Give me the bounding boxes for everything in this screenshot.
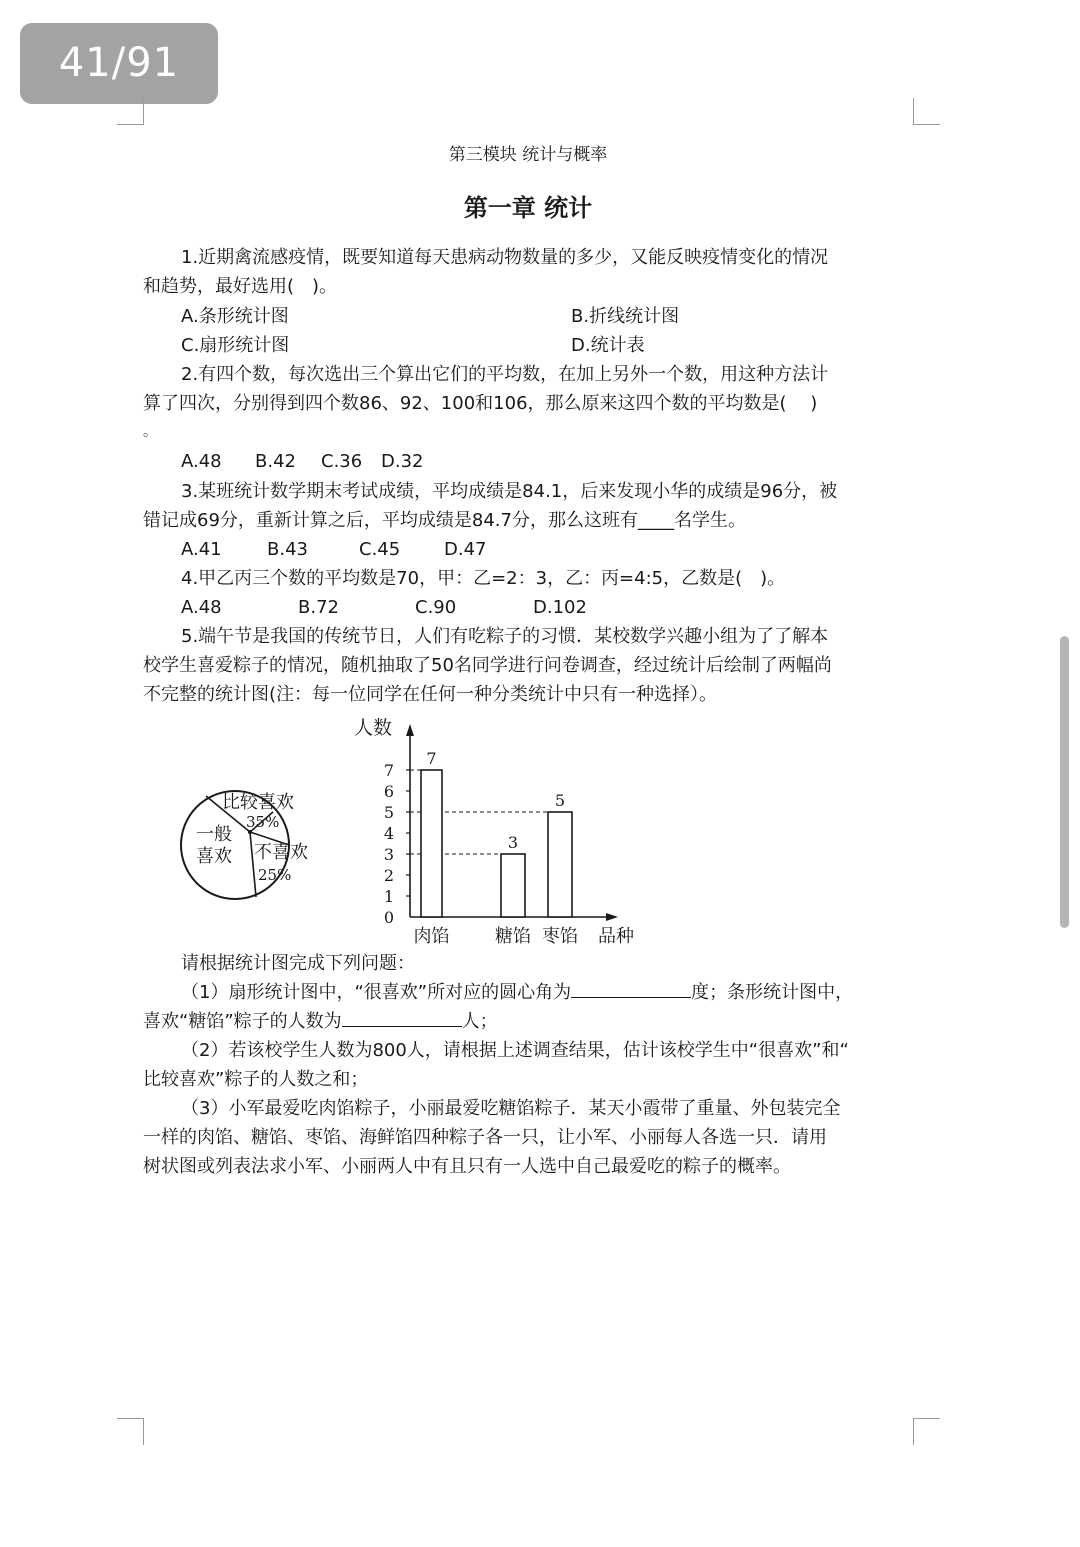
q5-prompt: 请根据统计图完成下列问题： [181,953,415,974]
q5-part2-line2: 比较喜欢”粽子的人数之和； [143,1069,369,1090]
x-category-label: 糖馅 [495,926,531,947]
q4-option-a: A.48 [181,597,222,618]
bar-data-label: 7 [426,749,437,768]
q2-option-a: A.48 [181,451,222,472]
q2-line1: 2.有四个数，每次选出三个算出它们的平均数，在加上另外一个数，用这种方法计 [181,364,829,385]
x-axis-arrow [606,913,618,921]
q5-part3-line3: 树状图或列表法求小军、小丽两人中有且只有一人选中自己最爱吃的粽子的概率。 [143,1156,791,1177]
pie-label-yiban-1: 一般 [196,824,232,845]
bar-1 [421,770,442,917]
q5-part1-text-a: （1）扇形统计图中，“很喜欢”所对应的圆心角为 [181,982,572,1003]
y-tick-label: 2 [383,866,394,885]
y-tick-label: 3 [383,845,394,864]
pie-value-buxihuan: 25% [258,866,292,884]
q4-option-b: B.72 [298,597,339,618]
q4-option-d: D.102 [533,597,587,618]
module-title: 第三模块 统计与概率 [448,145,608,165]
bar-data-label: 3 [507,833,519,852]
q2-option-d: D.32 [381,451,424,472]
pie-label-bijiao: 比较喜欢 [222,792,294,813]
crop-mark-top-left [117,98,144,125]
answer-blank-count[interactable] [342,1008,462,1027]
page-counter: 41/91 [20,23,218,104]
q1-option-d: D.统计表 [571,335,645,356]
q1-line1: 1.近期禽流感疫情，既要知道每天患病动物数量的多少，又能反映疫情变化的情况 [181,247,829,268]
bar-3 [548,812,572,917]
bar-data-label: 5 [554,791,566,810]
y-axis-arrow [406,724,414,736]
q4-option-c: C.90 [415,597,457,618]
chapter-title: 第一章 统计 [463,194,593,222]
y-tick-label: 7 [383,761,394,780]
q1-option-b: B.折线统计图 [571,306,680,327]
q1-option-a: A.条形统计图 [181,306,289,327]
q2-line3: 。 [143,424,157,440]
q2-option-b: B.42 [255,451,296,472]
pie-label-yiban-2: 喜欢 [196,846,232,867]
vertical-scrollbar[interactable] [1060,636,1069,928]
q5-part1-text-b: 度；条形统计图中， [691,982,854,1003]
q4-line1: 4.甲乙丙三个数的平均数是70，甲：乙=2：3，乙：丙=4:5，乙数是( )。 [181,568,786,589]
y-tick-label: 4 [383,824,394,843]
pie-label-buxihuan: 不喜欢 [254,842,308,863]
q2-option-c: C.36 [321,451,363,472]
q5-part2-line1: （2）若该校学生人数为800人，请根据上述调查结果，估计该校学生中“很喜欢”和“ [181,1040,849,1061]
q1-option-c: C.扇形统计图 [181,335,290,356]
crop-mark-bottom-right [913,1418,940,1445]
bar-x-label: 品种 [598,926,634,947]
q2-line2: 算了四次，分别得到四个数86、92、100和106，那么原来这四个数的平均数是( ) [143,393,818,414]
q3-option-a: A.41 [181,539,222,560]
q3-option-b: B.43 [267,539,308,560]
pie-value-bijiao: 35% [246,813,280,831]
x-category-label: 肉馅 [413,926,450,947]
y-tick-label: 6 [383,782,394,801]
y-tick-label: 1 [383,887,394,906]
q5-line1: 5.端午节是我国的传统节日，人们有吃粽子的习惯．某校数学兴趣小组为了了解本 [181,626,829,647]
y-tick-label: 5 [383,803,394,822]
crop-mark-top-right [913,98,940,125]
x-category-label: 枣馅 [542,926,578,947]
bar-2 [501,854,525,917]
q5-part1-line2 [143,1007,498,1036]
q5-part1-line1 [181,978,853,1007]
q3-option-c: C.45 [359,539,401,560]
q3-option-d: D.47 [444,539,487,560]
q5-part1-text-d: 人； [461,1011,498,1032]
q1-line2: 和趋势，最好选用( )。 [143,276,338,297]
q5-part1-text-c: 喜欢“糖馅”粽子的人数为 [143,1011,342,1032]
answer-blank-angle[interactable] [571,979,691,998]
q5-line2: 校学生喜爱粽子的情况，随机抽取了50名同学进行问卷调查，经过统计后绘制了两幅尚 [143,655,832,676]
bar-chart [354,717,634,947]
y-tick-label: 0 [383,908,394,927]
bar-y-label: 人数 [354,717,393,739]
q5-part3-line2: 一样的肉馅、糖馅、枣馅、海鲜馅四种粽子各一只，让小军、小丽每人各选一只．请用 [143,1127,827,1148]
crop-mark-bottom-left [117,1418,144,1445]
pie-chart [181,791,308,899]
q3-line2: 错记成69分，重新计算之后，平均成绩是84.7分，那么这班有____名学生。 [143,510,746,531]
q5-line3: 不完整的统计图(注：每一位同学在任何一种分类统计中只有一种选择）。 [143,684,718,705]
q3-line1: 3.某班统计数学期末考试成绩，平均成绩是84.1，后来发现小华的成绩是96分，被 [181,481,838,502]
q5-part3-line1: （3）小军最爱吃肉馅粽子，小丽最爱吃糖馅粽子．某天小霞带了重量、外包装完全 [181,1098,841,1119]
statistics-figures [170,712,650,952]
